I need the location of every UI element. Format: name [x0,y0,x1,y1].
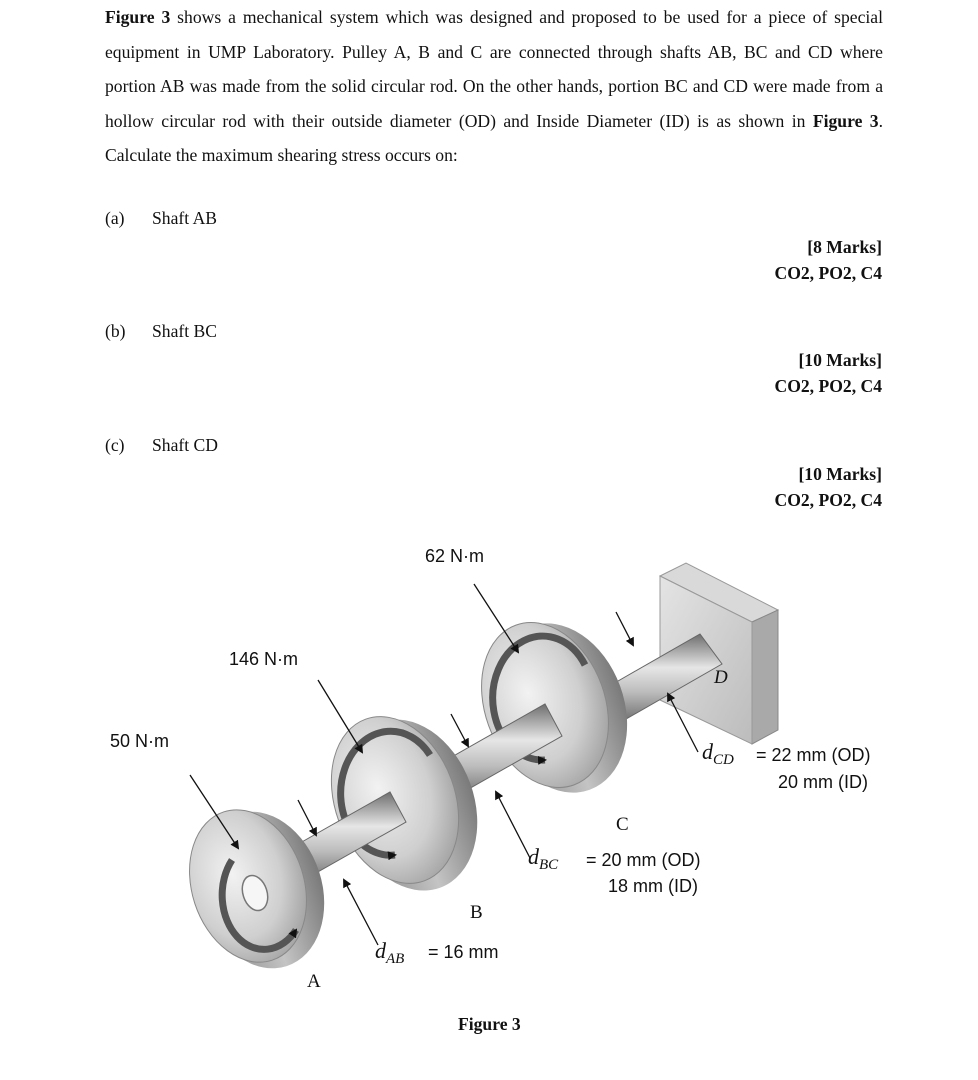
diameter-bc-symbol [528,844,559,873]
dimension-symbol: d [528,844,539,869]
part-c [105,435,218,456]
leader-d-ab [344,880,378,945]
part-a [105,208,217,229]
dimension-symbol: d [375,938,386,963]
diameter-ab-value: = 16 mm [428,942,499,962]
dimension-symbol: d [702,739,713,764]
diameter-cd-id: 20 mm (ID) [778,772,868,792]
part-c-marks [774,461,882,513]
pulley-c [460,604,650,811]
pulley-a [171,795,344,985]
torque-label-a: 50 N·m [110,731,170,751]
point-label-b: B [470,902,483,923]
torque-arrow-b [318,680,362,752]
course-outcomes: CO2, PO2, C4 [774,376,882,396]
dimension-subscript: BC [539,857,559,873]
diameter-cd-symbol [702,739,734,768]
figure-caption: Figure 3 [458,1014,521,1034]
part-label: (b) [105,321,126,341]
part-text: Shaft BC [152,321,218,341]
diameter-ab-symbol [375,938,404,967]
leader-d-bc [496,792,530,858]
diameter-bc-id: 18 mm (ID) [608,876,698,896]
marks-value: [8 Marks] [807,237,882,257]
figure-3-diagram [0,530,978,1010]
part-b [105,321,217,342]
part-text: Shaft CD [152,435,218,455]
figure-reference: Figure 3 [812,110,879,131]
torque-label-c: 62 N·m [425,546,485,566]
problem-statement [105,0,883,173]
diameter-bc-value: = 20 mm (OD) [586,850,701,870]
part-label: (a) [105,208,125,228]
part-text: Shaft AB [152,208,218,228]
marks-value: [10 Marks] [798,464,882,484]
point-label-a: A [307,971,321,992]
part-label: (c) [105,435,125,455]
diameter-cd-value: = 22 mm (OD) [756,745,871,765]
course-outcomes: CO2, PO2, C4 [774,263,882,283]
point-label-d: D [714,667,728,688]
part-b-marks [774,347,882,399]
marks-value: [10 Marks] [798,350,882,370]
dimension-subscript: AB [386,951,405,967]
shaft-arrow [451,714,468,746]
course-outcomes: CO2, PO2, C4 [774,490,882,510]
statement-text: . Calculate the maximum shearing stress occurs on: [105,110,883,165]
torque-label-b: 146 N·m [229,649,299,669]
shaft-arrow [616,612,633,645]
point-label-c: C [616,814,629,835]
statement-text: shows a mechanical system which was designed and proposed to be used for a piece of special equipment in UMP Laboratory. Pulley A, B and C are connected through shafts AB, BC and CD where portion AB was made from the solid circular rod. On the other hands, portion BC and CD were made from a hollow circular rod with their outside diameter (OD) and Inside Diameter (ID) is as shown in [105,7,884,131]
dimension-subscript: CD [713,752,734,768]
figure-reference: Figure 3 [105,7,171,27]
pulley-b [309,699,500,910]
part-a-marks [774,234,882,286]
shaft-arrow [298,800,316,835]
